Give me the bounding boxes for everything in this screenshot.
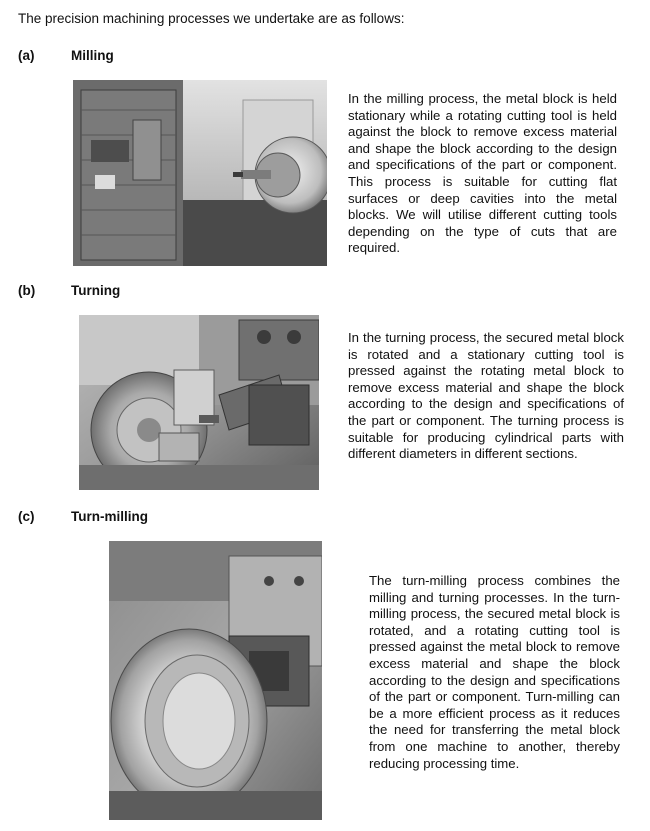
section-a-letter: (a) <box>18 48 35 63</box>
turn-milling-photo <box>109 541 322 820</box>
intro-text: The precision machining processes we undertake are as follows: <box>18 11 405 26</box>
turning-photo <box>79 315 319 490</box>
section-b-description: In the turning process, the secured metal block is rotated and a stationary cutting tool is pressed against the rotating metal block to remove excess material and shape the block according to the design and specifications of the part or component. The turning process is suitable for producing cylindrical parts with different diameters in different sections. <box>348 330 624 462</box>
milling-photo <box>73 80 327 266</box>
section-c-description: The turn-milling process combines the milling and turning processes. In the turn-milling process, the secured metal block is rotated, and a rotating cutting tool is pressed against the metal block to remove excess material and shape the block according to the design and specifications of the part or component. Turn-milling can be a more efficient process as it reduces the need for transferring the metal block from one machine to another, thereby reducing processing time. <box>369 573 620 771</box>
section-a-description: In the milling process, the metal block is held stationary while a rotating cutting tool is held against the block to remove excess material and shape the block according to the design and specifications of the part or component. This process is suitable for cutting flat surfaces or deep cavities into the metal blocks. We will utilise different cutting tools depending on the type of cuts that are required. <box>348 91 617 256</box>
section-c-title: Turn-milling <box>71 509 148 524</box>
section-b-letter: (b) <box>18 283 36 298</box>
section-b-title: Turning <box>71 283 121 298</box>
section-a-title: Milling <box>71 48 114 63</box>
section-c-letter: (c) <box>18 509 35 524</box>
